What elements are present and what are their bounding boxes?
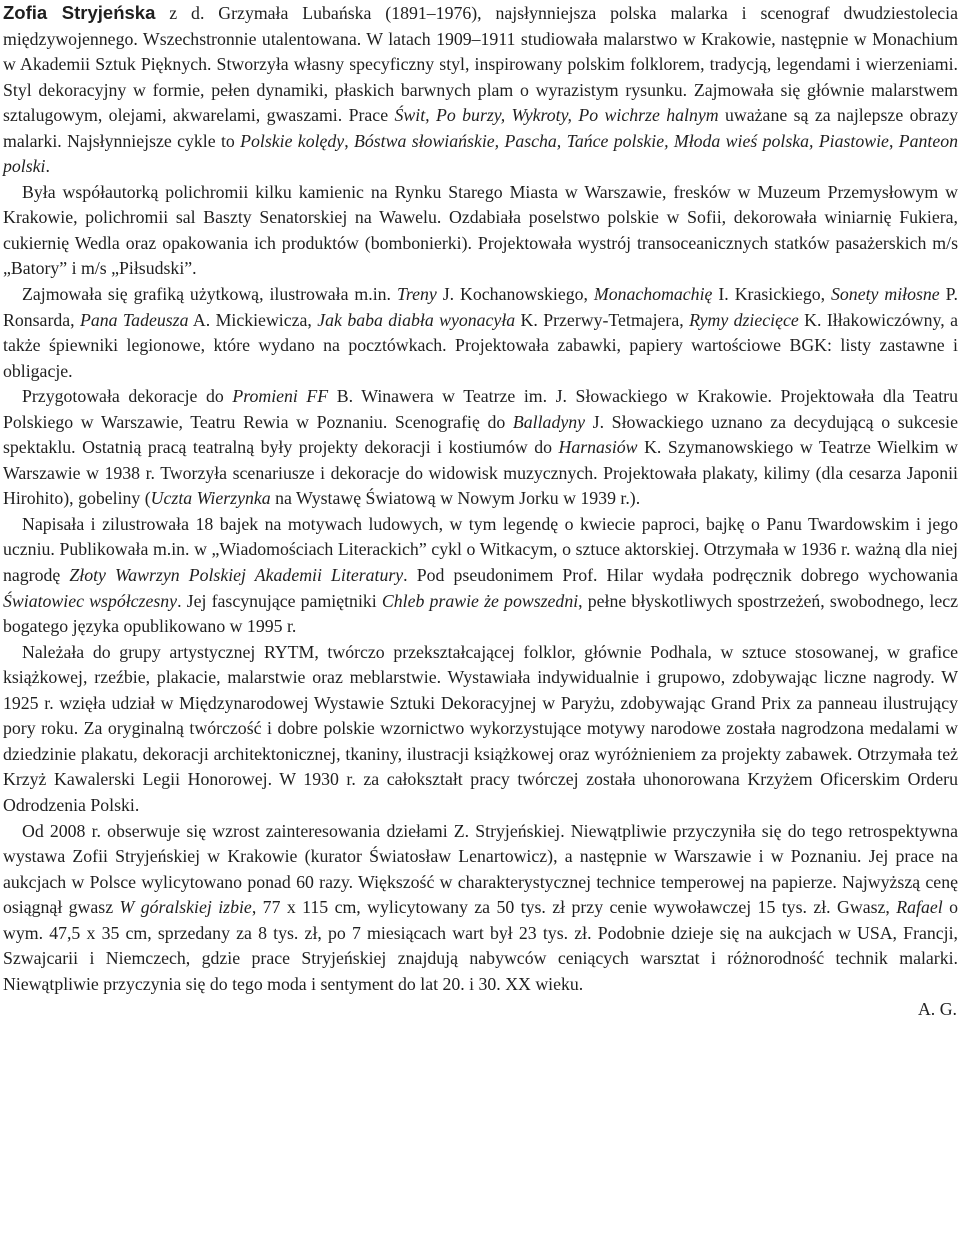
text-span: . xyxy=(45,156,50,177)
article xyxy=(3,0,958,1023)
work-title: Światowiec współczesny xyxy=(3,590,178,611)
work-title: Rafael xyxy=(896,897,943,918)
text-span: A. Mickiewicza, xyxy=(188,309,318,330)
paragraph-intro xyxy=(3,0,958,180)
work-title: Harnasiów xyxy=(558,437,638,458)
text-span: uważane są za najlepsze obrazy malarki. Najsłynniejsze cykle to xyxy=(3,105,959,151)
text-span: , xyxy=(888,130,899,151)
work-title: Panteon polski xyxy=(3,130,959,177)
text-span: K. Przerwy-Tetmajera, xyxy=(515,309,690,330)
text-span: K. Szymanowskiego w Teatrze Wielkim w Warszawie w 1938 r. Tworzyła scenariusze i dekoracje do widowisk muzycznych. Projektowała plakaty, kilimy (dla cesarza Japonii Hirohito), gobeliny ( xyxy=(3,437,958,509)
text-span: z d. Grzymała Lubańska (1891–1976), najsłynniejsza polska malarka i scenograf dwudziestolecia międzywojennego. Wszechstronnie utalentowana. W latach 1909–1911 studiowała malarstwo w Krakowie, następnie w Monachium w Akademii Sztuk Pięknych. Stworzyła własny specyficzny styl, inspirowany polskim folklorem, tradycją, legendami i wierzeniami. Styl dekoracyjny w formie, pełen dynamiki, płaskich barwnych plam o wyrazistym rysunku. Zajmowała się głównie malarstwem sztalugowym, olejami, akwarelami, gwaszami. Prace xyxy=(3,3,959,126)
text-span: . Pod pseudonimem Prof. Hilar wydała podręcznik dobrego wychowania xyxy=(403,565,959,586)
work-title: Polskie kolędy xyxy=(240,130,345,151)
text-span: Zajmowała się grafiką użytkową, ilustrowała m.in. xyxy=(22,284,397,305)
work-title: Monachomachię xyxy=(593,284,713,305)
paragraph-auctions xyxy=(3,819,958,998)
author-signature: A. G. xyxy=(917,999,957,1020)
paragraph-graphics xyxy=(3,282,958,384)
work-title: Treny xyxy=(396,284,437,305)
text-span: , pełne błyskotliwych spostrzeżeń, swobodnego, lecz bogatego języka opublikowano w 1995 r. xyxy=(3,590,959,637)
text-span: . Jej fascynujące pamiętniki xyxy=(177,590,382,611)
paragraph-writing xyxy=(3,512,958,640)
work-title: Świt, Po burzy, Wykroty, Po wichrze halnym xyxy=(394,105,719,126)
text-span: Od 2008 r. obserwuje się wzrost zainteresowania dziełami Z. Stryjeńskiej. Niewątpliwie przyczyniła się do tego retrospektywna wystawa Zofii Stryjeńskiej w Krakowie (kurator Światosław Lenartowicz), a następnie w Warszawie i w Poznaniu. Jej prace na aukcjach w Polsce wylicytowano ponad 60 razy. Większość w charakterystycznej technice temperowej na papierze. Najwyższą cenę osiągnął gwasz xyxy=(3,820,958,918)
work-title: Sonety miłosne xyxy=(831,284,940,305)
text-span: , 77 x 115 cm, wylicytowany za 50 tys. zł przy cenie wywoławczej 15 tys. zł. Gwasz, xyxy=(251,897,897,918)
text-span: o wym. 47,5 x 35 cm, sprzedany za 8 tys. zł, po 7 miesiącach wart był 23 tys. zł. Podobnie dzieje się na aukcjach w USA, Francji, Szwajcarii i Niemczech, gdzie prace Stryjeńskiej znajdują nabywców ceniących warsztat i różnorodność technik malarki. Niewątpliwie przyczynia się do tego moda i sentyment do lat 20. i 30. XX wieku. xyxy=(3,897,958,994)
work-title: Uczta Wierzynka xyxy=(150,488,271,509)
work-title: Bóstwa słowiańskie, Pascha, Tańce polskie, Młoda wieś polska, Piastowie xyxy=(354,130,889,151)
text-span: Przygotowała dekoracje do xyxy=(22,386,233,407)
text-span: B. Winawera w Teatrze im. J. Słowackiego w Krakowie. Projektowała dla Teatru Polskiego w Warszawie, Teatru Rewia w Poznaniu. Scenografię do xyxy=(3,386,958,432)
text-span: I. Krasickiego, xyxy=(712,284,832,305)
paragraph-murals: Była współautorką polichromii kilku kamienic na Rynku Starego Miasta w Warszawie, fresków w Muzeum Przemysłowym w Krakowie, polichromii sal Baszty Senatorskiej na Wawelu. Ozdabiała poselstwo polskie w Sofii, dekorowała winiarnię Fukiera, cukiernię Wedla oraz opakowania ich produktów (bombonierki). Projektowała wystrój transoceanicznych statków pasażerskich m/s „Batory” i m/s „Piłsudski”. xyxy=(3,181,958,279)
work-title: Rymy dziecięce xyxy=(689,309,799,330)
work-title: Chleb prawie że powszedni xyxy=(381,590,579,611)
text-span: J. Kochanowskiego, xyxy=(436,284,594,305)
work-title: Złoty Wawrzyn Polskiej Akademii Literatury xyxy=(69,565,404,586)
paragraph-theatre xyxy=(3,384,958,512)
author-name: Zofia Stryjeńska xyxy=(3,2,156,23)
work-title: Pana Tadeusza xyxy=(80,309,189,330)
work-title: Promieni FF xyxy=(232,386,329,407)
text-span: na Wystawę Światową w Nowym Jorku w 1939 r.). xyxy=(270,488,641,509)
text-span: , xyxy=(344,130,354,151)
text-span: Napisała i zilustrowała 18 bajek na motywach ludowych, w tym legendę o kwiecie paproci, bajkę o Panu Twardowskim i jego uczniu. Publikowała m.in. w „Wiadomościach Literackich” cykl o Witkacym, o sztuce aktorskiej. Otrzymała w 1936 r. ważną dla niej nagrodę xyxy=(3,513,958,586)
work-title: Jak baba diabła wyonacyła xyxy=(317,309,516,330)
text-span: P. Ronsarda, xyxy=(3,284,959,330)
paragraph-rytm: Należała do grupy artystycznej RYTM, twórczo przekształcającej folklor, głównie Podhala, w sztuce stosowanej, w grafice książkowej, rzeźbie, plakacie, malarstwie oraz meblarstwie. Wystawiała indywidualnie i grupowo, zdobywając liczne nagrody. W 1925 r. wzięła udział w Międzynarodowej Wystawie Sztuki Dekoracyjnej w Paryżu, zdobywając Grand Prix za panneau ilustrujący pory roku. Za oryginalną twórczość i dobre polskie wzornictwo wykorzystujące motywy narodowe została nagrodzona medalami w dziedzinie plakatu, dekoracji architektonicznej, tkaniny, ilustracji książkowej oraz wyróżnieniem za projekty zabawek. Otrzymała też Krzyż Kawalerski Legii Honorowej. W 1930 r. za całokształt pracy twórczej została uhonorowana Krzyżem Oficerskim Orderu Odrodzenia Polski. xyxy=(3,641,958,815)
text-span: J. Słowackiego uznano za decydującą o sukcesie spektaklu. Ostatnią pracą teatralną były projekty dekoracji i kostiumów do xyxy=(3,411,958,458)
work-title: W góralskiej izbie xyxy=(119,897,252,918)
work-title: Balladyny xyxy=(512,411,586,432)
text-span: K. Iłłakowiczówny, a także śpiewniki legionowe, które wydano na pocztówkach. Projektowała zabawki, papiery wartościowe BGK: listy zastawne i obligacje. xyxy=(3,309,958,381)
